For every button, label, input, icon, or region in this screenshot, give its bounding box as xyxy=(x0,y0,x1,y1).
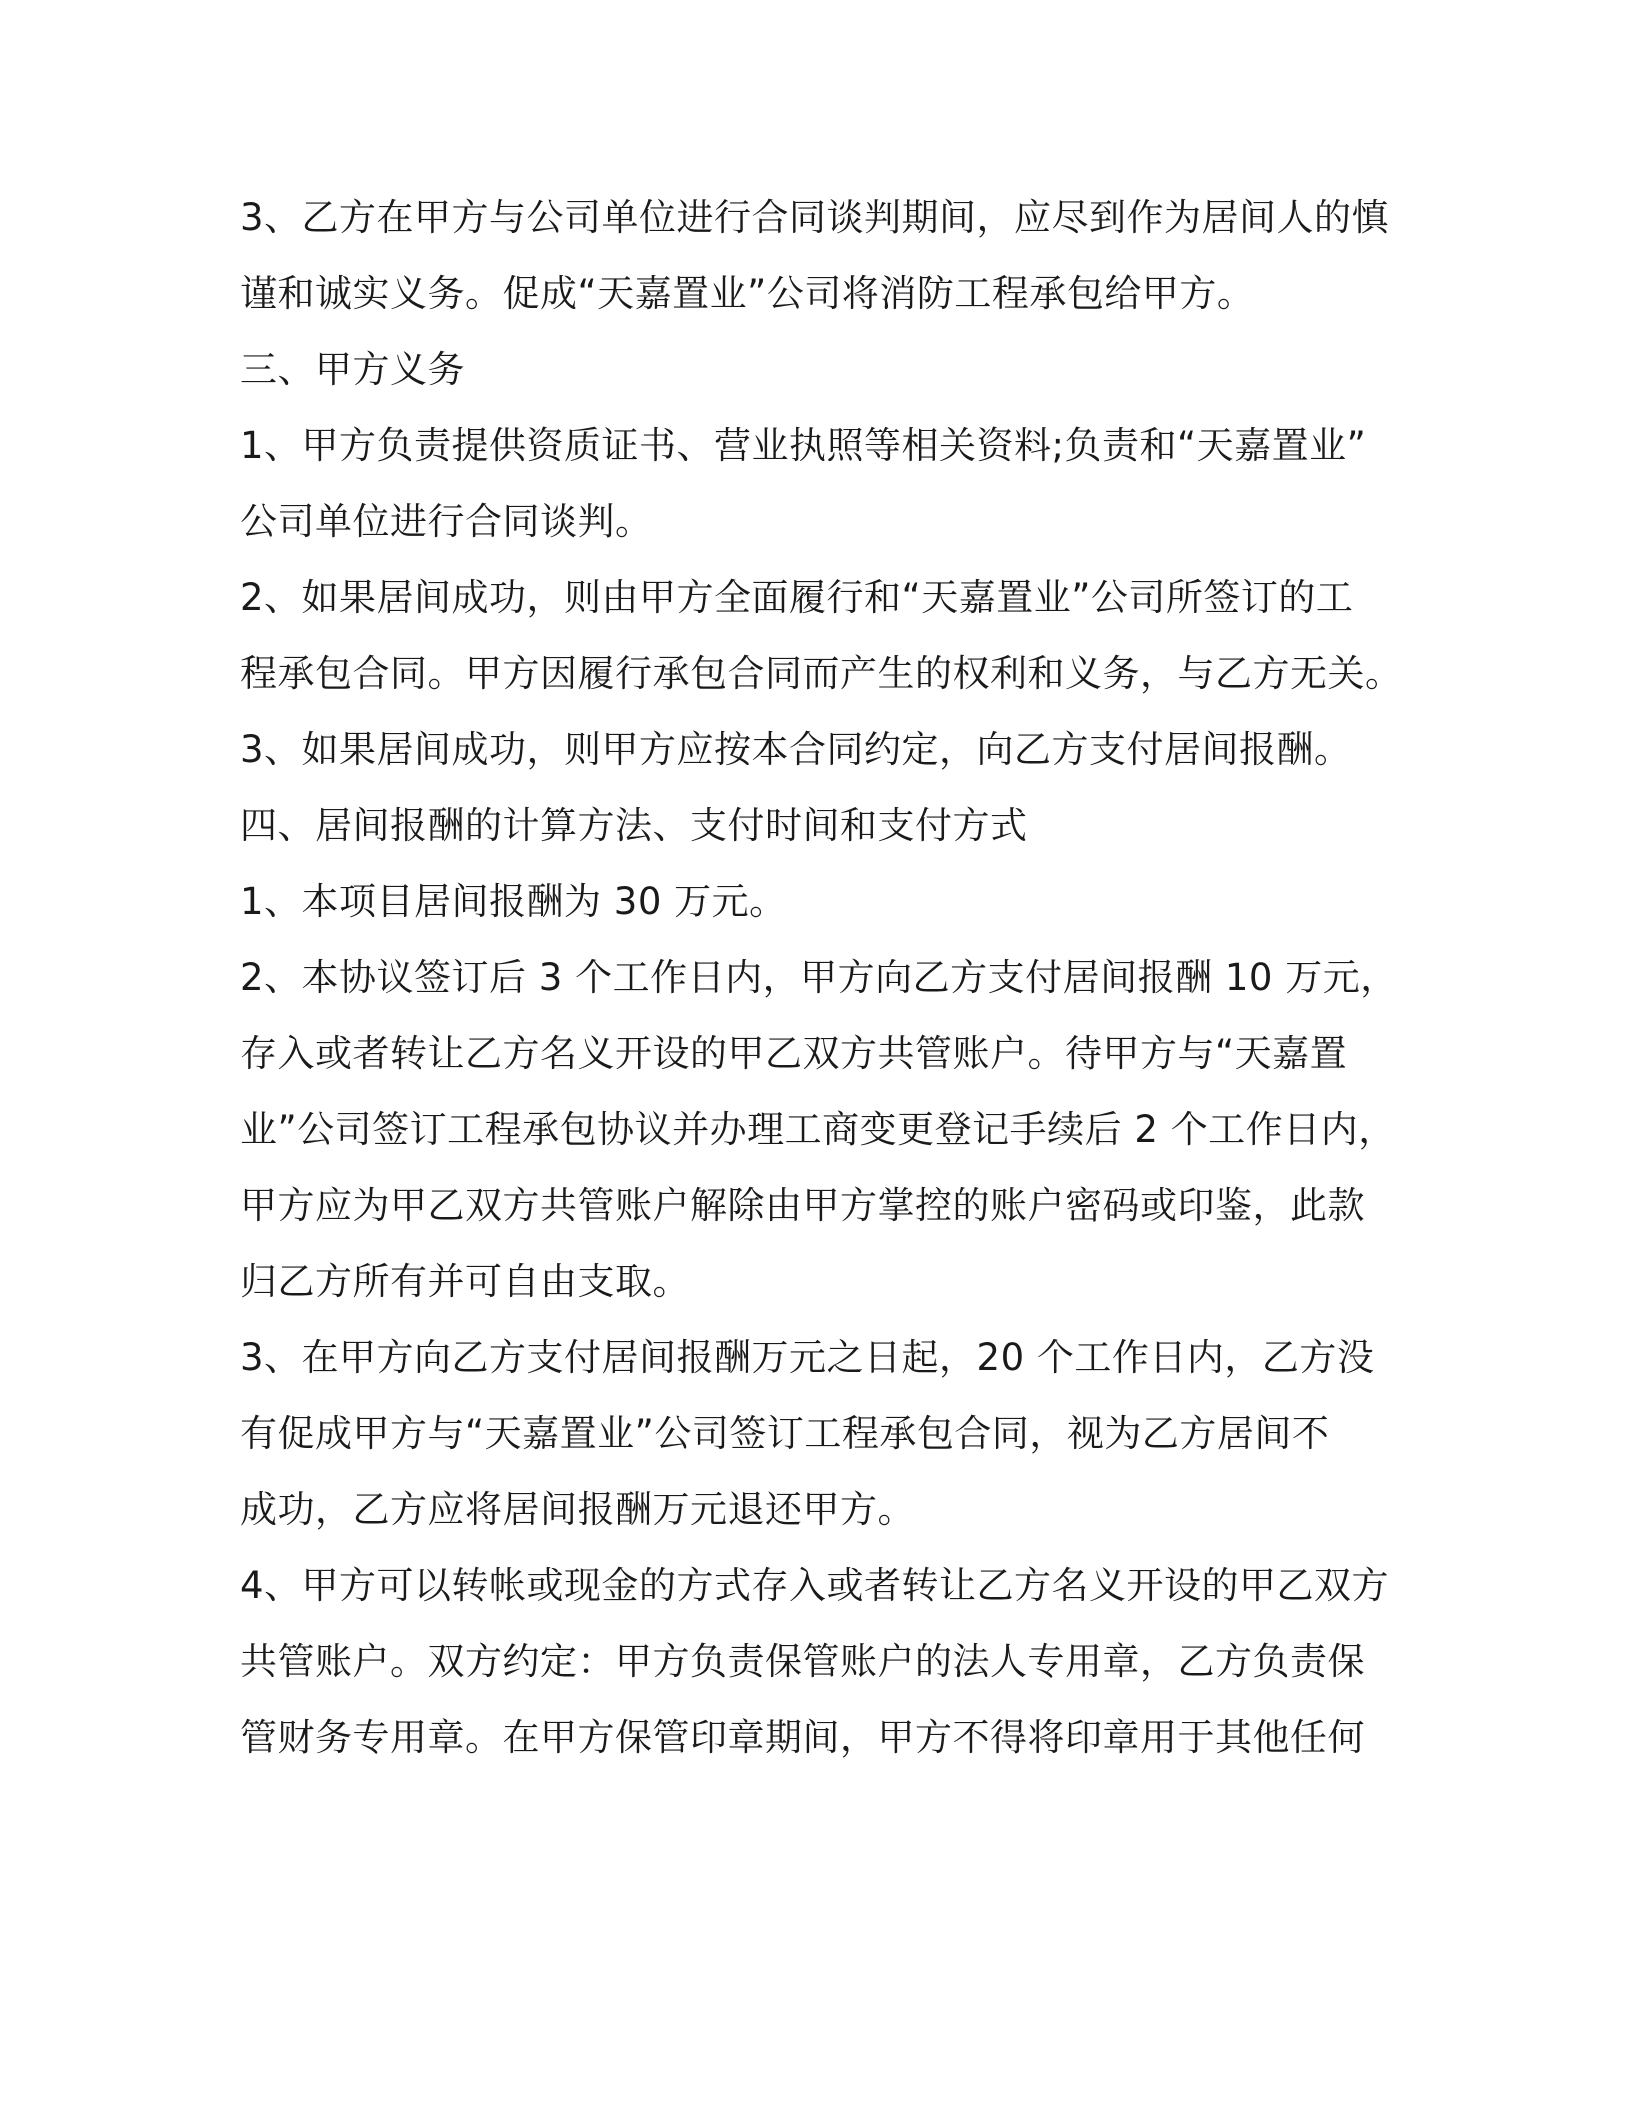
text-line: 3、乙方在甲方与公司单位进行合同谈判期间，应尽到作为居间人的慎 xyxy=(240,196,1390,239)
text-line: 共管账户。双方约定：甲方负责保管账户的法人专用章，乙方负责保 xyxy=(240,1640,1365,1683)
text-line: 存入或者转让乙方名义开设的甲乙双方共管账户。待甲方与“天嘉置 xyxy=(240,1032,1348,1075)
text-line: 程承包合同。甲方因履行承包合同而产生的权利和义务，与乙方无关。 xyxy=(240,652,1403,695)
text-line: 成功，乙方应将居间报酬万元退还甲方。 xyxy=(240,1488,915,1531)
text-line: 3、在甲方向乙方支付居间报酬万元之日起，20 个工作日内，乙方没 xyxy=(240,1336,1375,1379)
text-line: 谨和诚实义务。促成“天嘉置业”公司将消防工程承包给甲方。 xyxy=(240,272,1255,315)
text-line: 2、如果居间成功，则由甲方全面履行和“天嘉置业”公司所签订的工 xyxy=(240,576,1354,619)
text-line: 4、甲方可以转帐或现金的方式存入或者转让乙方名义开设的甲乙双方 xyxy=(240,1564,1390,1607)
text-line: 管财务专用章。在甲方保管印章期间，甲方不得将印章用于其他任何 xyxy=(240,1716,1365,1759)
text-line: 甲方应为甲乙双方共管账户解除由甲方掌控的账户密码或印鉴，此款 xyxy=(240,1184,1365,1227)
text-line: 3、如果居间成功，则甲方应按本合同约定，向乙方支付居间报酬。 xyxy=(240,728,1352,771)
text-line: 归乙方所有并可自由支取。 xyxy=(240,1260,690,1303)
section-heading: 四、居间报酬的计算方法、支付时间和支付方式 xyxy=(240,804,1028,847)
text-line: 1、本项目居间报酬为 30 万元。 xyxy=(240,880,787,923)
text-line: 1、甲方负责提供资质证书、营业执照等相关资料;负责和“天嘉置业” xyxy=(240,424,1367,467)
text-line: 2、本协议签订后 3 个工作日内，甲方向乙方支付居间报酬 10 万元， xyxy=(240,956,1398,999)
section-heading: 三、甲方义务 xyxy=(240,348,465,391)
text-line: 业”公司签订工程承包协议并办理工商变更登记手续后 2 个工作日内， xyxy=(240,1108,1396,1151)
text-line: 公司单位进行合同谈判。 xyxy=(240,500,653,543)
text-line: 有促成甲方与“天嘉置业”公司签订工程承包合同，视为乙方居间不 xyxy=(240,1412,1330,1455)
